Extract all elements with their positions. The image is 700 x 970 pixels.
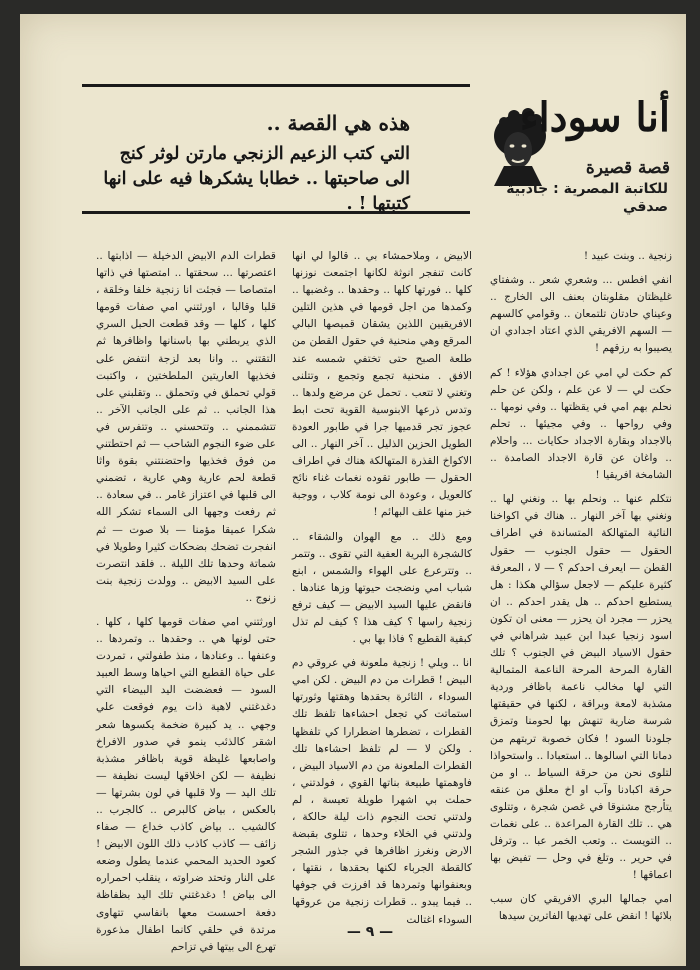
paragraph: انا .. ويلي ! زنجية ملعونة في عروقي دم البيض ! قطرات من دم البيض . لكن امي السوداء ، الثائرة بحقدها وهقتها وثورتها استماتت كي تجعل احشاءها تلفظ تلك القطرات ، تضطرها اضطرارا كي تلفظها . ولكن لا — لم تلفظ احشاءها تلك القطرات الملعونة من دم الاسياد البيض ، فاوهمتها طبيعة بناتها القوي ، فولدتني ، حملت بي اشهرا طويلة تعيسة ، لم ولدتني تحت النجوم ذات ليلة حالكة ، ولدتني في الخلاء وحدها ، تتلوى بقبضة الارض ونغرز اظافرها في جذور الشجر كالقطة الجرباء لكنها بحقدها ، نقتها ، وبعنفوانها وتمردها قد افرزت في جوفها .. فيما يبدو .. قطرات زنجية من عروقها السوداء اغتالت xyxy=(292,657,472,926)
paragraph: اورثتني امي صفات قومها كلها ، كلها . حتى لونها هي .. وحقدها .. وتمردها .. وعنفها .. وعنادها ، منذ طفولتي ، تمردت على حياة القطيع التي احياها وسط العبيد السود — فعضضت اليد البيضاء التي دغدغتني لاهية ذات يوم فوقعت علي وجهي .. يد كبيرة ضخمة يكسوها شعر اشقر كالذئب ينمو في صدور الافراخ واصابعها غليظة قوية باظافر مشذبة نظيفة — لكن اخلاقها ليست نظيفة — تلك اليد — ولا قلبها في لون بشرتها — بالعكس ، بياض كالبرص .. كالجرب .. كالشيب .. بياض كاذب خداع — صفاء زائف — كاذب كاذب ذلك اللون الابيض ! كعود الحديد المحمي عندما يطول وضعه على النار وتحتد ضراوته ، ينقلب احمراره الى بياض ! دغدغتني تلك اليد بظفاظة دفعة احسست معها بانفاسي تتهاوى مرتدة في حلقي كانما اطفال مذعورة تهرع الى بيتها في تزاحم xyxy=(96,615,276,953)
paragraph: نتكلم عنها .. ونحلم بها .. ونغني لها .. ونغني بها آخر النهار .. هناك في اكواخنا النائية المتهالكة المتساندة في اطراف الحقول — حقول الجنوب — حقول القطن — ايعرف احدكم ؟ — لا ، المعرفة كثيرة عليكم — لاجعل سؤالي هكذا : هل يستطيع احدكم .. هل يقدر احدكم .. ان يحزر — مجرد ان يحزر — معنى ان تكون اسود زنجيا عبدا ابن عبيد شراهاني في حقول الاسياد البيض في الجنوب ؟ تلك القارة المرحة المرحة الناعمة المتمالية التي لها مخالب ناعمة باظافر وردية مشذبة لامعة وبراقة ، لكنها في حقيقتها شرسة ضارية تنهش بها لحومنا وتمزق جلودنا السود ! فكان خصوبة تربتهم من دمانا التي اسالوها .. استعبادا .. واستحواذا لتلوى نحن من حرقة السياط .. او من حرقة اكبادنا وآب او اخ معلق من عنقه يتأرجح مشنوقا في غصن شجرة ، وتتلوى هي .. تلك القارة المراعدة .. على نغمات .. التويست .. وتعب الخمر عبا .. وترفل في حرير .. وتلغ في وحل — تفيض بها اعماقها ! xyxy=(490,493,672,882)
text-column-middle xyxy=(292,248,472,936)
story-title: أنا سوداء xyxy=(519,94,670,141)
story-author: للكاتبة المصرية : جاذبية صدقي xyxy=(506,181,668,215)
text-column-left xyxy=(96,248,276,963)
paragraph: ومع ذلك .. مع الهوان والشقاء .. كالشجرة البرية العفية التي تقوى .. وتتمر .. وتترعرع على الهواء والشمس ، ابنع شباب امي ونضجت حيوتها وزها عنادها . فانقض عليها السيد الابيض — كيف ترفع زنجية راسها ؟ كيف هذا ؟ كيف لم تذل كبقية القطيع ؟ فاذا بها بي . xyxy=(292,530,472,646)
paragraph: امي جمالها البري الافريقي كان سبب بلائها ! انقض على تهديها الفاترين سيدها xyxy=(490,893,672,923)
paragraph: الابيض ، وملاحمشاء بي .. قالوا لي انها كانت تنفجر انوثة لكانها اجتمعت نوزنها كلها .. فورتها كلها .. وحقدها .. وغضبها .. وكمدها من اجل قومها في هذين التلين الافريقيين اللذين يشقان قميصها البالي المرقع وهي منحنية في حقول القطن من طلعة الصبح حتى تختفي شمسه عند الافق . منحنية تجمع وتجمع ، وتتلنى وتغني لا تتعب . تحمل عن مرضع ولدها .. وتدس ذرعها الابنوسية القوية تحت ابط عجوز تجر قدميها جرا في طابور العودة الطويل الحزين الذليل .. آخر النهار .. الى الاكواخ القذرة المتهالكة هناك في اطراف الحقول — طابور تقوده نغمات غناء نائح كالعويل ، وعودة الى نومة كلاب ، ووجبة خبز منها علف البهائم ! xyxy=(292,250,472,519)
story-title-block xyxy=(450,96,670,226)
text-column-right xyxy=(490,248,672,933)
magazine-page xyxy=(20,14,686,966)
paragraph: كم حكت لي امي عن اجدادي هؤلاء ! كم حكت لي — لا عن علم ، ولكن عن حلم نحلم بهم امي في يقظتها .. وفي نومها .. وفي رواحها .. وفي مجيئها .. تحلم بالاجداد وبقارة الاجداد حكايات ... واحلام .. واغان عن قارة الاجداد الصامدة .. الشامخة افريقيا ! xyxy=(490,366,672,482)
header-top-rule xyxy=(82,84,470,87)
paragraph: زنجية .. وبنت عبيد ! xyxy=(583,250,672,262)
paragraph: قطرات الدم الابيض الدخيلة — اذابتها .. اعتصرتها ... سحقتها .. امتصتها في ذاتها امتصاصا — فجئت انا زنجية خلقا وخلقة ، قلبا وقالبا ، اورثتني امي صفات قومها كلها ، كلها — وقد قطعت الحبل السري الذي يربطني بها باسنانها واظافرها ثم التقتني .. وانا بعد لزجة انتفض على فخذيها العاريتين الملطختين ، واكتبت قولي تحملق في وتحملق .. وتقلبني على هذا الجانب .. ثم على الجانب الآخر .. تتشممني .. وتتحسني .. وتتفرس في على ضوء النجوم الشاحب — ثم احتطتني من فوق فخذيها واحتضنتني بقوة واثا قطعة لحم عارية وهي عارية ، تضمني الى قلبها في اعتزاز غامر .. في سعادة .. ثم رفعت وجهها الى السماء تشكر الله شكرا عميقا مؤمنا — بلا صوت — ثم انفجرت تضحك بضحكات كثيرا وطويلا في شماتة وحدها تلك الليلة .. فلقد انتصرت على السيد الابيض .. وولدت زنجية بنت زنوج .. xyxy=(96,250,276,604)
paragraph: انفي افطس ... وشعري شعر .. وشفتاي غليظتان مقلوبتان بعنف الى الخارج .. وعيناي حادتان تلتمعان .. وقوامي كالسهم — السهم الافريقي الذي اعتاد اجدادي ان يصيبوا به رزقهم ! xyxy=(490,274,672,355)
headline-body: التي كتب الزعيم الزنجي مارتن لوثر كنج الى صاحبتها .. خطابا يشكرها فيه على انها كتبتها ! . xyxy=(103,144,410,214)
story-headline xyxy=(90,110,410,217)
headline-lead: هذه هي القصة .. xyxy=(266,111,410,135)
page-number: — ٩ — xyxy=(346,924,394,940)
story-subtitle: قصة قصيرة xyxy=(585,158,670,178)
